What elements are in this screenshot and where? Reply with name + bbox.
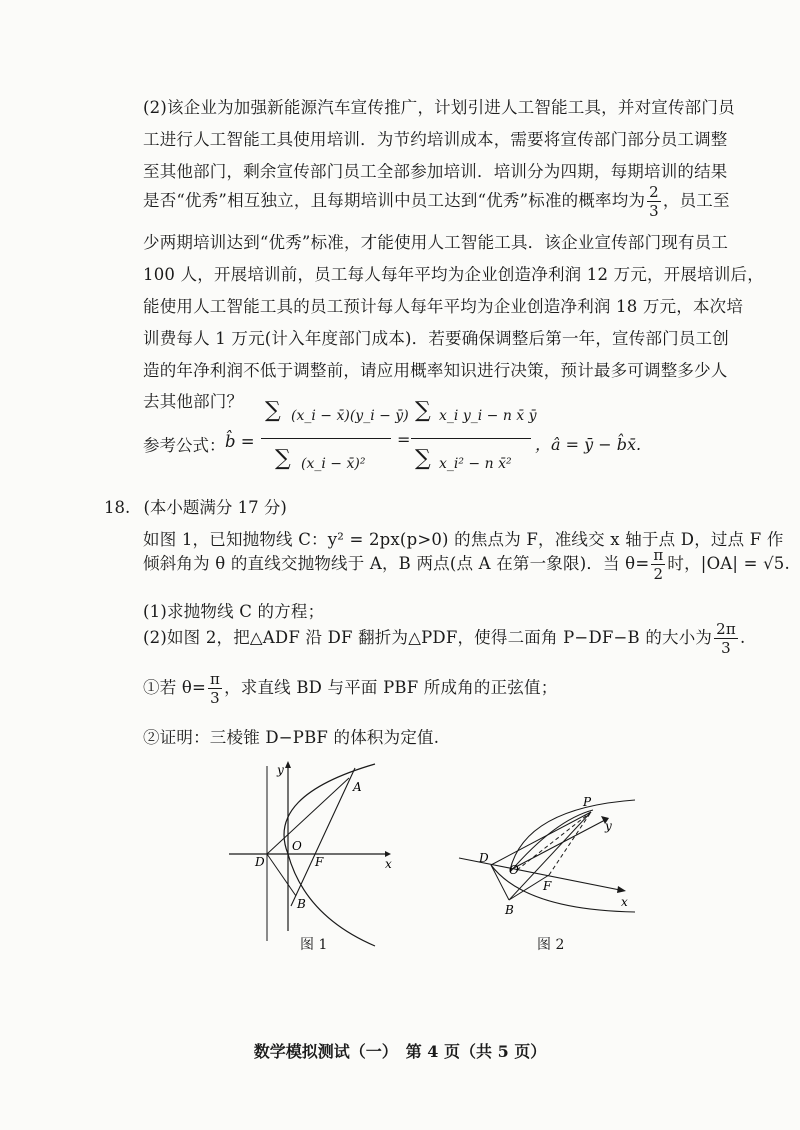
formula-label: 参考公式： [143, 436, 226, 455]
page-footer: 数学模拟测试（一） 第 4 页（共 5 页） [253, 1042, 547, 1061]
segment-db [491, 865, 509, 900]
part2-line-3: 至其他部门，剩余宣传部门员工全部参加培训．培训分为四期，每期培训的结果 [143, 162, 728, 181]
y-axis-arrow [285, 761, 291, 768]
question-score: (本小题满分 17 分) [143, 498, 287, 517]
label-y: y [605, 819, 612, 833]
part2-line-4b: ，员工至 [662, 191, 730, 210]
formula-equals: = [397, 430, 411, 449]
probability-fraction [647, 183, 661, 220]
q18-line-2a: 倾斜角为 θ 的直线交抛物线于 A，B 两点(点 A 在第一象限)．当 θ= [143, 554, 650, 573]
part2-line-7: 能使用人工智能工具的员工预计每人每年平均为企业创造净利润 18 万元，本次培 [143, 297, 744, 316]
label-b: B [505, 903, 514, 917]
q18-sub2a: (2)如图 2，把△ADF 沿 DF 翻折为△PDF，使得二面角 P−DF−B 的大小为 [143, 628, 713, 647]
figure-1-diagram [225, 756, 400, 956]
theta-fraction-1 [651, 546, 665, 583]
part2-line-8: 训费每人 1 万元(计入年度部门成本)．若要确保调整后第一年，宣传部门员工创 [143, 329, 729, 348]
fraction-denominator: 3 [210, 689, 220, 707]
segment-db [267, 854, 296, 896]
label-d: D [479, 851, 489, 865]
fraction-numerator: π [210, 670, 221, 688]
theta-fraction-2 [208, 670, 222, 707]
segment-fp-dashed [549, 812, 591, 875]
sum-sign-2: ∑ [275, 446, 291, 471]
label-o: O [509, 863, 519, 877]
part2-line-1: (2)该企业为加强新能源汽车宣传推广，计划引进人工智能工具，并对宣传部门员 [143, 98, 735, 117]
label-f: F [543, 879, 552, 893]
q18-subquestion-1: (1)求抛物线 C 的方程； [143, 602, 325, 621]
part2-line-6: 100 人，开展培训前，员工每人每年平均为企业创造净利润 12 万元，开展培训后， [143, 265, 764, 284]
part2-line-5: 少两期培训达到“优秀”标准，才能使用人工智能工具．该企业宣传部门现有员工 [143, 233, 729, 252]
figure-2-diagram [455, 790, 645, 920]
q18-part-1 [143, 670, 557, 707]
formula-den2: x_i² − n x̄² [439, 456, 512, 472]
q18-sub2b: . [739, 628, 746, 647]
x-axis-arrow [617, 886, 626, 893]
formula-num1: (x_i − x̄)(y_i − ȳ) [291, 408, 409, 424]
q18-line-2 [143, 546, 790, 583]
reference-formula [143, 398, 663, 504]
formula-tail: ，â = ȳ − b̂x̄. [535, 435, 642, 454]
q18-line-2b: 时，|OA| = √5. [667, 554, 790, 573]
part2-line-4a: 是否“优秀”相互独立，且每期培训中员工达到“优秀”标准的概率均为 [143, 191, 646, 210]
label-p: P [583, 795, 592, 809]
sum-sign-4: ∑ [415, 446, 431, 471]
fraction-denominator: 2 [653, 565, 664, 583]
part2-line-9: 造的年净利润不低于调整前，请应用概率知识进行决策，预计最多可调整多少人 [143, 361, 728, 380]
parabola-upper-arc [510, 800, 635, 870]
segment-dp [491, 812, 591, 865]
q18-part-1b: ，求直线 BD 与平面 PBF 所成角的正弦值； [224, 678, 558, 697]
part2-line-4 [143, 183, 730, 220]
formula-b-hat: b̂ = [225, 432, 255, 451]
dihedral-angle-fraction [714, 620, 738, 657]
figure-1-caption: 图 1 [300, 937, 328, 953]
figure-2 [455, 790, 645, 920]
label-x: x [385, 857, 392, 871]
label-y: y [277, 763, 284, 777]
fraction-numerator: 2 [649, 183, 659, 201]
fraction-bar-1 [261, 438, 391, 439]
fraction-denominator: 3 [649, 202, 659, 220]
formula-den1: (x_i − x̄)² [301, 456, 366, 472]
label-a: A [353, 780, 362, 794]
fraction-numerator: 2π [716, 620, 736, 638]
fraction-denominator: 3 [721, 639, 731, 657]
fraction-numerator: π [653, 546, 664, 564]
part2-line-2: 工进行人工智能工具使用培训．为节约培训成本，需要将宣传部门部分员工调整 [143, 130, 728, 149]
fraction-bar-2 [411, 438, 531, 439]
formula-num2: x_i y_i − n x̄ ȳ [439, 408, 537, 424]
figure-2-caption: 图 2 [537, 937, 565, 953]
sum-sign-3: ∑ [415, 398, 431, 423]
part2-line-10: 去其他部门？ [143, 392, 244, 411]
q18-part-2: ②证明：三棱锥 D−PBF 的体积为定值. [143, 728, 440, 747]
q18-subquestion-2 [143, 620, 745, 657]
sum-sign-1: ∑ [265, 398, 281, 423]
question-number: 18. [104, 498, 131, 517]
folded-curve [510, 810, 593, 872]
segment-da [267, 778, 349, 854]
q18-line-1: 如图 1，已知抛物线 C：y² = 2px(p>0) 的焦点为 F，准线交 x 轴于点 D，过点 F 作 [143, 530, 784, 549]
q18-part-1a: ①若 θ= [143, 678, 207, 697]
label-d: D [255, 855, 265, 869]
label-x: x [621, 895, 628, 909]
chord-ab [291, 768, 355, 906]
segment-op-dashed [517, 812, 591, 870]
label-o: O [292, 839, 302, 853]
label-b: B [297, 897, 306, 911]
label-f: F [315, 855, 324, 869]
question-18-header [104, 494, 287, 518]
figure-1 [225, 756, 400, 956]
